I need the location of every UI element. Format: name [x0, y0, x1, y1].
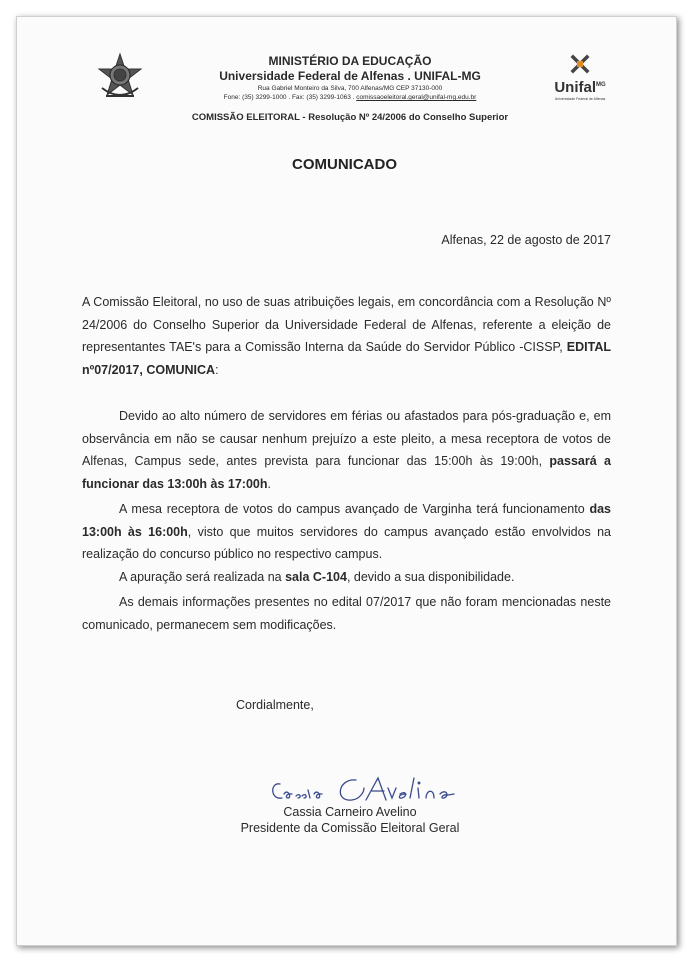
- commission-line: COMISSÃO ELEITORAL - Resolução Nº 24/2006 do Conselho Superior: [191, 112, 509, 123]
- paragraph-intro: A Comissão Eleitoral, no uso de suas atribuições legais, em concordância com a Resolução Nº 24/2006 do Conselho Superior da Universidade Federal de Alfenas, referente a eleição de representantes TAE's para a Comissão Interna da Saúde do Servidor Público -CISSP, EDITAL nº07/2017, COMUNICA:: [82, 295, 611, 377]
- email-link[interactable]: comissaoeleitoral.geral@unifal-mg.edu.br: [356, 94, 477, 101]
- unifal-logo: [546, 52, 614, 104]
- unifal-cross-icon: [568, 52, 592, 78]
- closing-text: Cordialmente,: [236, 698, 314, 712]
- university-title: Universidade Federal de Alfenas . UNIFAL-MG: [219, 69, 481, 83]
- document-date: Alfenas, 22 de agosto de 2017: [441, 233, 611, 247]
- document-title: COMUNICADO: [292, 156, 397, 173]
- ministry-title: MINISTÉRIO DA EDUCAÇÃO: [268, 54, 432, 68]
- handwritten-signature: [268, 774, 468, 806]
- paragraph-alfenas-hours: Devido ao alto número de servidores em férias ou afastados para pós-graduação e, em observância em não se causar nenhum prejuízo a este pleito, a mesa receptora de votos de Alfenas, Campus sede, antes prevista para funcionar das 15:00h às 19:00h, passará a funcionar das 13:00h às 17:00h.: [82, 409, 612, 491]
- paragraph-counting-room: A apuração será realizada na sala C-104, devido a sua disponibilidade.: [119, 570, 515, 584]
- logo-wordmark: Unifal$^{MG}$: [554, 79, 606, 96]
- paragraph-varginha-hours: A mesa receptora de votos do campus avançado de Varginha terá funcionamento das 13:00h às 16:00h, visto que muitos servidores do campus avançado estão envolvidos na realização do concurso público no respectivo campus.: [82, 502, 612, 561]
- phones-text: Fone: (35) 3299-1000 . Fax: (35) 3299-1063 .: [223, 94, 357, 101]
- logo-subtitle: Universidade Federal de Alfenas: [554, 97, 606, 101]
- address-line: Rua Gabriel Monteiro da Silva, 700 Alfenas/MG CEP 37130-000: [257, 85, 443, 92]
- signer-name: Cassia Carneiro Avelino: [283, 805, 417, 819]
- signer-role: Presidente da Comissão Eleitoral Geral: [240, 821, 460, 835]
- brazil-coat-of-arms-icon: [96, 52, 144, 100]
- paragraph-other-info: As demais informações presentes no edital 07/2017 que não foram mencionadas neste comunicado, permanecem sem modificações.: [82, 595, 611, 632]
- contact-line: [150, 94, 550, 101]
